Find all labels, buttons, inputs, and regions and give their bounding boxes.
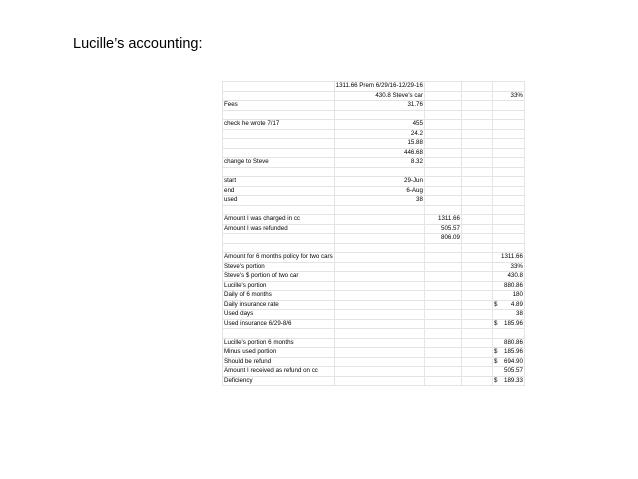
value-cell: [334, 110, 424, 120]
table-row: [223, 158, 525, 168]
total-value: 185.96: [504, 319, 523, 327]
value-cell: 1311.66 Prem 6/29/16-12/29-16: [335, 82, 423, 90]
row-label: Daily of 6 months: [223, 291, 335, 301]
value-cell: [334, 281, 424, 291]
row-label: [223, 91, 335, 101]
empty-cell: [461, 196, 492, 206]
value-cell: [334, 262, 424, 272]
table-row: [223, 310, 525, 320]
table-row: [223, 196, 525, 206]
value-cell: [334, 253, 424, 263]
empty-cell: [461, 158, 492, 168]
empty-cell: [461, 167, 492, 177]
empty-cell: [461, 291, 492, 301]
total-cell: [492, 215, 524, 225]
table-row: [223, 262, 525, 272]
total-cell: 1311.66: [492, 253, 524, 263]
row-label: [223, 234, 335, 244]
value-cell-2: [424, 82, 461, 92]
empty-cell: [461, 120, 492, 130]
row-label: [223, 110, 335, 120]
total-cell: [492, 348, 524, 358]
value-cell-2: 505.57: [424, 224, 461, 234]
value-cell: [334, 243, 424, 253]
value-cell: [334, 205, 424, 215]
total-cell: [492, 110, 524, 120]
value-cell-2: [424, 177, 461, 187]
table-row: [223, 329, 525, 339]
total-cell: [492, 129, 524, 139]
total-cell: 38: [492, 310, 524, 320]
row-label: Minus used portion: [223, 348, 335, 358]
total-cell: [492, 177, 524, 187]
value-cell: 8.32: [334, 158, 424, 168]
total-cell: [492, 234, 524, 244]
total-cell: 180: [492, 291, 524, 301]
total-cell: 880.86: [492, 281, 524, 291]
table-row: [223, 348, 525, 358]
table-row: [223, 215, 525, 225]
empty-cell: [461, 186, 492, 196]
row-label: [223, 167, 335, 177]
value-cell: [334, 310, 424, 320]
row-label: [223, 148, 335, 158]
empty-cell: [461, 243, 492, 253]
value-cell-2: [424, 272, 461, 282]
slide-title: Lucille’s accounting:: [73, 36, 203, 52]
empty-cell: [461, 338, 492, 348]
table-row: [223, 357, 525, 367]
empty-cell: [461, 177, 492, 187]
value-cell-2: [424, 319, 461, 329]
currency-symbol: $: [493, 319, 498, 327]
row-label: [223, 129, 335, 139]
total-cell: [492, 186, 524, 196]
empty-cell: [461, 82, 492, 92]
empty-cell: [461, 253, 492, 263]
row-label: [223, 139, 335, 149]
value-cell-2: [424, 348, 461, 358]
value-cell: 24.2: [334, 129, 424, 139]
accounting-spreadsheet: [222, 81, 525, 386]
currency-symbol: $: [493, 357, 498, 365]
total-cell: [492, 196, 524, 206]
value-cell-2: [424, 281, 461, 291]
value-cell-2: [424, 243, 461, 253]
value-cell: [334, 167, 424, 177]
empty-cell: [461, 329, 492, 339]
empty-cell: [461, 101, 492, 111]
value-cell: 430.8 Steve's car: [334, 91, 424, 101]
value-cell: [334, 338, 424, 348]
row-label: Daily insurance rate: [223, 300, 335, 310]
value-cell-2: [424, 367, 461, 377]
empty-cell: [461, 205, 492, 215]
value-cell: [334, 224, 424, 234]
total-cell: 505.57: [492, 367, 524, 377]
table-row: [223, 110, 525, 120]
row-label: Used days: [223, 310, 335, 320]
table-row: [223, 243, 525, 253]
table-row: [223, 367, 525, 377]
value-cell-2: [424, 120, 461, 130]
table-row: [223, 167, 525, 177]
table-row: [223, 139, 525, 149]
table-row: [223, 91, 525, 101]
total-cell: 430.8: [492, 272, 524, 282]
value-cell-2: [424, 196, 461, 206]
table-row: [223, 234, 525, 244]
total-cell: [492, 101, 524, 111]
empty-cell: [461, 91, 492, 101]
table-row: [223, 253, 525, 263]
table-row: [223, 338, 525, 348]
row-label: check he wrote 7/17: [223, 120, 335, 130]
row-label: change to Steve: [223, 158, 335, 168]
value-cell-2: [424, 262, 461, 272]
value-cell-2: [424, 253, 461, 263]
value-cell-2: [424, 205, 461, 215]
empty-cell: [461, 272, 492, 282]
value-cell: [334, 329, 424, 339]
empty-cell: [461, 139, 492, 149]
value-cell: [334, 319, 424, 329]
total-cell: [492, 148, 524, 158]
value-cell-2: [424, 310, 461, 320]
row-label: Steve's portion: [223, 262, 335, 272]
value-cell-2: [424, 291, 461, 301]
total-cell: [492, 205, 524, 215]
empty-cell: [461, 348, 492, 358]
total-cell: [492, 82, 524, 92]
table-row: [223, 186, 525, 196]
empty-cell: [461, 319, 492, 329]
empty-cell: [461, 215, 492, 225]
value-cell: [334, 348, 424, 358]
row-label: Amount for 6 months policy for two cars: [224, 253, 333, 261]
total-cell: 880.86: [492, 338, 524, 348]
row-label: Deficiency: [223, 376, 335, 386]
value-cell-2: [424, 300, 461, 310]
value-cell-2: [424, 376, 461, 386]
empty-cell: [461, 234, 492, 244]
value-cell-2: [424, 167, 461, 177]
row-label: Amount I was charged in cc: [223, 215, 335, 225]
value-cell: 15.88: [334, 139, 424, 149]
currency-symbol: $: [493, 348, 498, 356]
value-cell-2: [424, 139, 461, 149]
value-cell: [334, 300, 424, 310]
total-cell: 33%: [492, 262, 524, 272]
empty-cell: [461, 129, 492, 139]
value-cell-2: [424, 357, 461, 367]
value-cell-2: [424, 148, 461, 158]
row-label: [223, 82, 335, 92]
empty-cell: [461, 310, 492, 320]
currency-symbol: $: [493, 300, 498, 308]
empty-cell: [461, 367, 492, 377]
value-cell: [334, 357, 424, 367]
value-cell: [334, 234, 424, 244]
total-cell: [492, 319, 524, 329]
table-row: [223, 177, 525, 187]
value-cell-2: [424, 101, 461, 111]
total-value: 4.89: [510, 300, 523, 308]
total-cell: [492, 158, 524, 168]
total-value: 694.90: [504, 357, 523, 365]
table-row: [223, 129, 525, 139]
value-cell: [334, 376, 424, 386]
value-cell: 6-Aug: [334, 186, 424, 196]
value-cell: 455: [334, 120, 424, 130]
total-cell: [492, 139, 524, 149]
row-label: Steve's $ portion of two car: [223, 272, 335, 282]
empty-cell: [461, 224, 492, 234]
value-cell: [334, 367, 424, 377]
value-cell-2: [424, 129, 461, 139]
empty-cell: [461, 262, 492, 272]
value-cell-2: 806.09: [424, 234, 461, 244]
empty-cell: [461, 148, 492, 158]
value-cell-2: [424, 158, 461, 168]
total-cell: [492, 243, 524, 253]
table-row: [223, 281, 525, 291]
total-cell: 33%: [492, 91, 524, 101]
value-cell-2: [424, 186, 461, 196]
value-cell: 31.76: [334, 101, 424, 111]
table-row: [223, 319, 525, 329]
table-row: [223, 291, 525, 301]
row-label: used: [223, 196, 335, 206]
currency-symbol: $: [493, 376, 498, 384]
table-row: [223, 376, 525, 386]
row-label: Used insurance 6/29-8/6: [223, 319, 335, 329]
total-cell: [492, 329, 524, 339]
empty-cell: [461, 110, 492, 120]
table-row: [223, 224, 525, 234]
value-cell: [334, 291, 424, 301]
empty-cell: [461, 357, 492, 367]
total-value: 185.96: [504, 348, 523, 356]
row-label: Lucille's portion 6 months: [223, 338, 335, 348]
row-label: Fees: [223, 101, 335, 111]
total-cell: [492, 376, 524, 386]
value-cell: 38: [334, 196, 424, 206]
table-row: [223, 82, 525, 92]
total-cell: [492, 120, 524, 130]
total-cell: [492, 224, 524, 234]
value-cell-2: [424, 110, 461, 120]
value-cell: 446.68: [334, 148, 424, 158]
table-row: [223, 120, 525, 130]
value-cell: 29-Jun: [334, 177, 424, 187]
value-cell: [334, 215, 424, 225]
value-cell-2: [424, 329, 461, 339]
row-label: Amount I received as refund on cc: [223, 367, 335, 377]
value-cell: [334, 272, 424, 282]
total-cell: [492, 167, 524, 177]
value-cell-2: 1311.66: [424, 215, 461, 225]
empty-cell: [461, 376, 492, 386]
empty-cell: [461, 300, 492, 310]
total-value: 189.33: [504, 376, 523, 384]
row-label: start: [223, 177, 335, 187]
total-cell: [492, 357, 524, 367]
row-label: Amount I was refunded: [223, 224, 335, 234]
table-row: [223, 300, 525, 310]
value-cell-2: [424, 91, 461, 101]
table-row: [223, 272, 525, 282]
row-label: [223, 243, 335, 253]
table-row: [223, 205, 525, 215]
row-label: [223, 329, 335, 339]
row-label: Lucille's portion: [223, 281, 335, 291]
table-row: [223, 101, 525, 111]
total-cell: [492, 300, 524, 310]
row-label: Should be refund: [223, 357, 335, 367]
value-cell-2: [424, 338, 461, 348]
empty-cell: [461, 281, 492, 291]
row-label: end: [223, 186, 335, 196]
table-row: [223, 148, 525, 158]
row-label: [223, 205, 335, 215]
